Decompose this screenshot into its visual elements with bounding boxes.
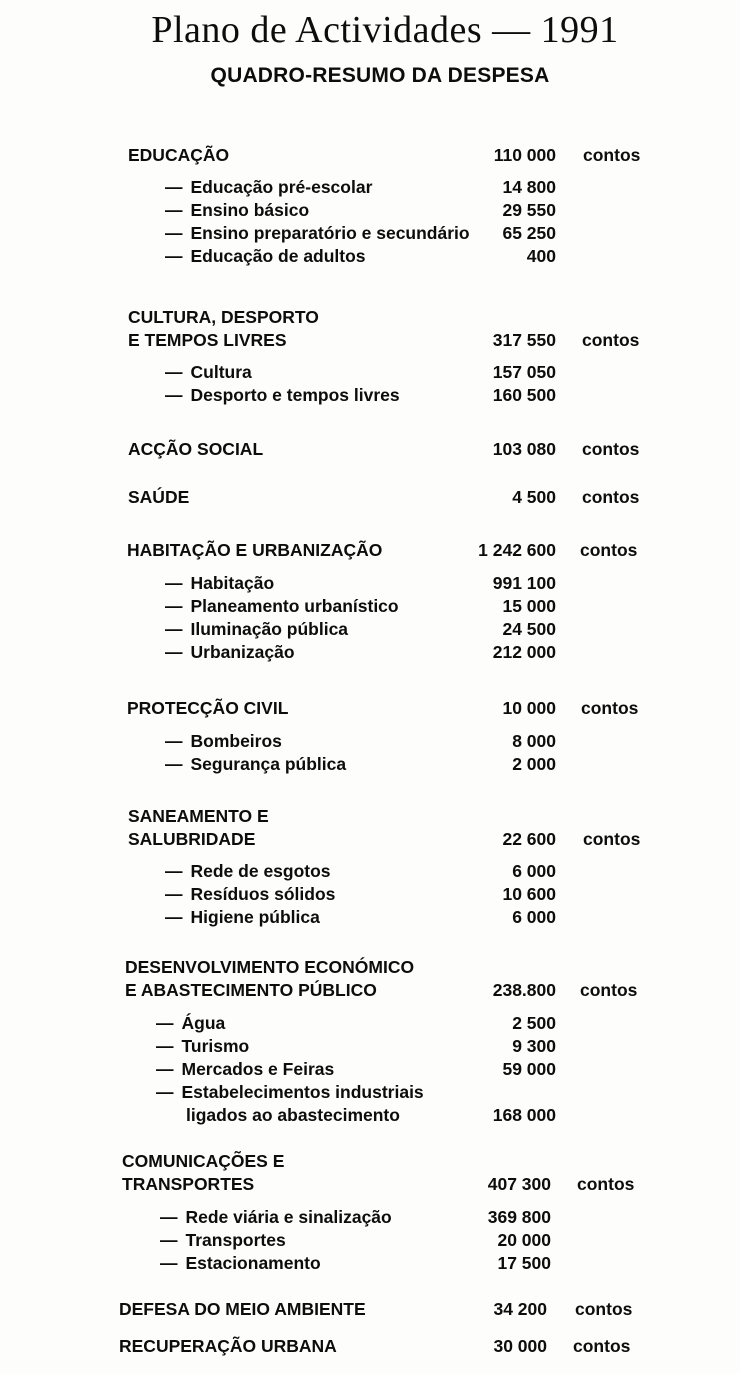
line-item-label: [156, 1081, 424, 1103]
line-item-text: ligados ao abastecimento: [186, 1105, 400, 1125]
section-label: SANEAMENTO E: [128, 806, 269, 826]
line-item: [0, 1229, 740, 1251]
em-dash: —: [160, 1253, 178, 1273]
line-item-value: 160 500: [492, 385, 556, 405]
em-dash: —: [165, 642, 183, 662]
line-item-value: 59 000: [502, 1059, 556, 1079]
line-item-label: [160, 1229, 286, 1251]
line-item: [0, 245, 740, 267]
section-label: E ABASTECIMENTO PÚBLICO: [125, 980, 377, 1000]
section-total: 103 080: [492, 439, 556, 459]
line-item: [0, 753, 740, 775]
line-item-text: Rede viária e sinalização: [185, 1207, 392, 1227]
unit-label: contos: [573, 1336, 631, 1356]
line-item: [0, 860, 740, 882]
line-item: [0, 361, 740, 383]
line-item-label: [156, 1035, 249, 1057]
section-label: CULTURA, DESPORTO: [128, 307, 319, 327]
section-total: 22 600: [502, 829, 556, 849]
em-dash: —: [165, 177, 183, 197]
line-item-text: Urbanização: [190, 642, 295, 662]
line-item-value: 2 000: [512, 754, 556, 774]
line-item-label: [165, 883, 335, 905]
em-dash: —: [156, 1059, 174, 1079]
line-item-text: Resíduos sólidos: [190, 884, 336, 904]
unit-label: contos: [580, 980, 638, 1000]
section-label: DEFESA DO MEIO AMBIENTE: [119, 1299, 366, 1319]
line-item-text: Turismo: [181, 1036, 250, 1056]
line-item: [0, 384, 740, 406]
em-dash: —: [156, 1082, 174, 1102]
line-item-label: [165, 361, 252, 383]
line-item-label: [165, 245, 366, 267]
line-item-label: [156, 1058, 334, 1080]
unit-label: contos: [577, 1174, 635, 1194]
em-dash: —: [156, 1013, 174, 1033]
line-item-text: Transportes: [185, 1230, 286, 1250]
document-subtitle: QUADRO-RESUMO DA DESPESA: [210, 64, 550, 87]
line-item-text: Rede de esgotos: [190, 861, 331, 881]
unit-label: contos: [580, 540, 638, 560]
line-item-value: 15 000: [502, 596, 556, 616]
line-item: [0, 1104, 740, 1126]
line-item-value: 14 800: [502, 177, 556, 197]
line-item-text: Estabelecimentos industriais: [181, 1082, 424, 1102]
line-item: [0, 1012, 740, 1034]
line-item: [0, 176, 740, 198]
em-dash: —: [160, 1230, 178, 1250]
line-item-text: Ensino preparatório e secundário: [190, 223, 470, 243]
line-item: [0, 1081, 740, 1103]
em-dash: —: [165, 884, 183, 904]
section-header-row: [0, 805, 740, 827]
line-item-label: [165, 753, 346, 775]
section-label: HABITAÇÃO E URBANIZAÇÃO: [127, 540, 383, 560]
section-total: 30 000: [493, 1336, 547, 1356]
line-item-value: 369 800: [487, 1207, 551, 1227]
line-item: [0, 730, 740, 752]
section-label: RECUPERAÇÃO URBANA: [119, 1336, 337, 1356]
section-header-row: [0, 979, 740, 1001]
line-item-label: [165, 730, 282, 752]
line-item-label: [165, 860, 331, 882]
line-item-label: [165, 595, 399, 617]
section-header-row: [0, 306, 740, 328]
em-dash: —: [165, 223, 183, 243]
line-item-text: Segurança pública: [190, 754, 347, 774]
line-item-label: [165, 384, 400, 406]
line-item: [0, 572, 740, 594]
line-item-value: 212 000: [492, 642, 556, 662]
section-header-row: [0, 1298, 740, 1320]
line-item-label: [165, 641, 295, 663]
unit-label: contos: [583, 145, 641, 165]
line-item-value: 24 500: [502, 619, 556, 639]
section-label: EDUCAÇÃO: [128, 145, 230, 165]
section-header-row: [0, 438, 740, 460]
section-header-row: [0, 329, 740, 351]
line-item-label: [186, 1104, 400, 1126]
line-item-text: Educação de adultos: [190, 246, 366, 266]
line-item: [0, 1035, 740, 1057]
line-item-text: Habitação: [190, 573, 275, 593]
section-label: COMUNICAÇÕES E: [122, 1151, 285, 1171]
section-label: DESENVOLVIMENTO ECONÓMICO: [125, 957, 415, 977]
line-item-value: 991 100: [492, 573, 556, 593]
line-item: [0, 883, 740, 905]
section-label: ACÇÃO SOCIAL: [128, 439, 264, 459]
line-item-value: 65 250: [502, 223, 556, 243]
unit-label: contos: [582, 487, 640, 507]
document-title: Plano de Actividades — 1991: [151, 9, 619, 51]
section-label: E TEMPOS LIVRES: [128, 330, 287, 350]
line-item-text: Bombeiros: [190, 731, 282, 751]
section-header-row: [0, 1150, 740, 1172]
line-item-label: [165, 199, 309, 221]
line-item-text: Desporto e tempos livres: [190, 385, 400, 405]
em-dash: —: [165, 362, 183, 382]
em-dash: —: [165, 861, 183, 881]
em-dash: —: [165, 731, 183, 751]
line-item-label: [165, 618, 348, 640]
line-item-value: 6 000: [512, 861, 556, 881]
section-total: 1 242 600: [478, 540, 556, 560]
section-header-row: [0, 956, 740, 978]
line-item-text: Cultura: [190, 362, 252, 382]
section-total: 317 550: [492, 330, 556, 350]
line-item: [0, 618, 740, 640]
em-dash: —: [165, 754, 183, 774]
unit-label: contos: [581, 698, 639, 718]
em-dash: —: [165, 200, 183, 220]
line-item-label: [165, 906, 320, 928]
line-item-value: 168 000: [492, 1105, 556, 1125]
line-item-value: 17 500: [497, 1253, 551, 1273]
section-label: TRANSPORTES: [122, 1174, 255, 1194]
line-item: [0, 641, 740, 663]
line-item-value: 9 300: [512, 1036, 556, 1056]
line-item-label: [165, 572, 274, 594]
em-dash: —: [160, 1207, 178, 1227]
section-total: 238.800: [492, 980, 556, 1000]
unit-label: contos: [575, 1299, 633, 1319]
section-label: SALUBRIDADE: [128, 829, 256, 849]
line-item-text: Higiene pública: [190, 907, 320, 927]
line-item-value: 8 000: [512, 731, 556, 751]
section-header-row: [0, 697, 740, 719]
line-item-text: Ensino básico: [190, 200, 310, 220]
line-item-text: Iluminação pública: [190, 619, 349, 639]
em-dash: —: [165, 619, 183, 639]
unit-label: contos: [582, 439, 640, 459]
line-item: [0, 1058, 740, 1080]
line-item-value: 20 000: [497, 1230, 551, 1250]
section-header-row: [0, 1335, 740, 1357]
section-header-row: [0, 539, 740, 561]
line-item-value: 400: [526, 246, 556, 266]
em-dash: —: [165, 596, 183, 616]
line-item: [0, 222, 740, 244]
em-dash: —: [165, 385, 183, 405]
section-header-row: [0, 1173, 740, 1195]
unit-label: contos: [583, 829, 641, 849]
line-item-label: [156, 1012, 225, 1034]
line-item: [0, 199, 740, 221]
section-header-row: [0, 828, 740, 850]
line-item-text: Água: [181, 1013, 226, 1033]
unit-label: contos: [582, 330, 640, 350]
section-label: SAÚDE: [128, 487, 190, 507]
em-dash: —: [165, 907, 183, 927]
section-label: PROTECÇÃO CIVIL: [127, 698, 289, 718]
line-item-text: Estacionamento: [185, 1253, 321, 1273]
line-item-text: Educação pré-escolar: [190, 177, 373, 197]
line-item-value: 157 050: [492, 362, 556, 382]
em-dash: —: [165, 573, 183, 593]
line-item-label: [160, 1206, 392, 1228]
line-item-label: [165, 176, 372, 198]
line-item-label: [160, 1252, 321, 1274]
line-item-value: 10 600: [502, 884, 556, 904]
line-item: [0, 1206, 740, 1228]
section-total: 4 500: [512, 487, 556, 507]
line-item: [0, 906, 740, 928]
line-item: [0, 1252, 740, 1274]
line-item-label: [165, 222, 470, 244]
section-header-row: [0, 144, 740, 166]
line-item-value: 2 500: [512, 1013, 556, 1033]
line-item-text: Planeamento urbanístico: [190, 596, 399, 616]
section-total: 407 300: [487, 1174, 551, 1194]
line-item-text: Mercados e Feiras: [181, 1059, 335, 1079]
section-total: 34 200: [493, 1299, 547, 1319]
em-dash: —: [165, 246, 183, 266]
line-item-value: 29 550: [502, 200, 556, 220]
line-item: [0, 595, 740, 617]
section-total: 110 000: [493, 145, 556, 165]
section-header-row: [0, 486, 740, 508]
em-dash: —: [156, 1036, 174, 1056]
line-item-value: 6 000: [512, 907, 556, 927]
section-total: 10 000: [502, 698, 556, 718]
